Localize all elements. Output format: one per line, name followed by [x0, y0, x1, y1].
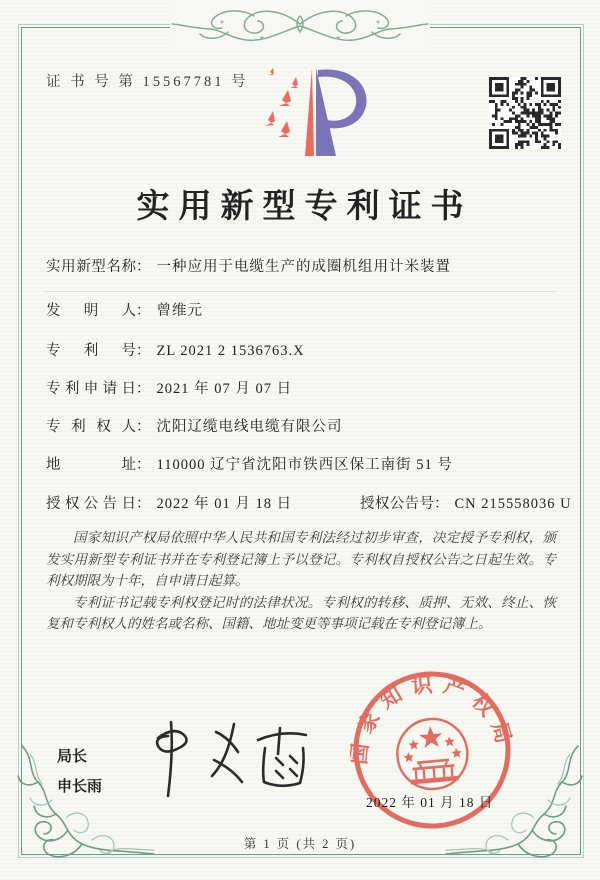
certificate-number: 证 书 号 第 15567781 号 [46, 74, 249, 90]
field-colon: ： [136, 259, 151, 275]
field-colon: ： [136, 496, 151, 512]
field-label: 发明人 [46, 303, 136, 319]
signer-block [57, 742, 102, 802]
field-row-name [46, 255, 556, 276]
field-label: 授权公告日 [46, 496, 136, 512]
field-value: 一种应用于电缆生产的成圈机组用计米装置 [156, 259, 451, 275]
field-row-grant [46, 492, 572, 513]
field-row-filing-date [46, 377, 556, 398]
field-label: 地址 [46, 457, 136, 473]
field-colon: ： [136, 419, 151, 435]
legal-text [46, 527, 556, 635]
field-label: 专利权人 [46, 419, 136, 435]
certificate-title: 实用新型专利证书 [136, 189, 473, 225]
svg-text:国家知识产权局 [343, 666, 519, 768]
seal-date: 2022 年 01 月 18 日 [366, 795, 494, 810]
field-colon: ： [136, 343, 151, 359]
legal-paragraph-1: 国家知识产权局依照中华人民共和国专利法经过初步审查，决定授予专利权，颁发实用新型专利证书并在专利登记簿上予以登记。专利权自授权公告之日起生效。专利权期限为十年，自申请日起算。 [46, 530, 556, 588]
field-value: 110000 辽宁省沈阳市铁西区保工南街 51 号 [156, 457, 453, 473]
field-colon: ： [434, 496, 449, 512]
field-row-patent-number [46, 339, 556, 360]
cnipa-logo-icon [248, 60, 378, 172]
field-value: 沈阳辽缆电线电缆有限公司 [156, 419, 343, 435]
field-underline [44, 291, 556, 292]
field-value: ZL 2021 2 1536763.X [156, 343, 305, 359]
field-label: 实用新型名称 [46, 259, 136, 275]
seal-text: 国家知识产权局 [346, 671, 519, 766]
field-colon: ： [136, 303, 151, 319]
field-row-inventor [46, 299, 556, 320]
official-seal [343, 661, 521, 839]
field-colon: ： [136, 457, 151, 473]
field-row-patentee [46, 415, 556, 436]
field-colon: ： [136, 381, 151, 397]
legal-paragraph-2: 专利证书记载专利权登记时的法律状况。专利权的转移、质押、无效、终止、恢复和专利权人的姓名或名称、国籍、地址变更等事项记载在专利登记簿上。 [46, 594, 556, 631]
field-value: CN 215558036 U [454, 496, 572, 512]
field-row-address [46, 453, 556, 474]
signer-title: 局长 [57, 748, 88, 765]
signer-name: 申长雨 [57, 778, 103, 795]
field-value: 2022 年 01 月 18 日 [156, 496, 293, 512]
grant-date-group [46, 496, 292, 512]
page-footer: 第 1 页 (共 2 页) [243, 837, 357, 851]
national-emblem-icon [394, 716, 470, 792]
field-label: 专利申请日 [46, 381, 136, 397]
signature-shen-changyu [128, 716, 328, 808]
qr-code [489, 77, 561, 149]
field-label: 授权公告号 [360, 496, 434, 512]
grant-number-group [360, 492, 572, 513]
field-label: 专利号 [46, 343, 136, 359]
field-value: 曾维元 [156, 303, 203, 319]
top-flourish-ornament [170, 2, 430, 48]
field-value: 2021 年 07 月 07 日 [156, 381, 293, 397]
